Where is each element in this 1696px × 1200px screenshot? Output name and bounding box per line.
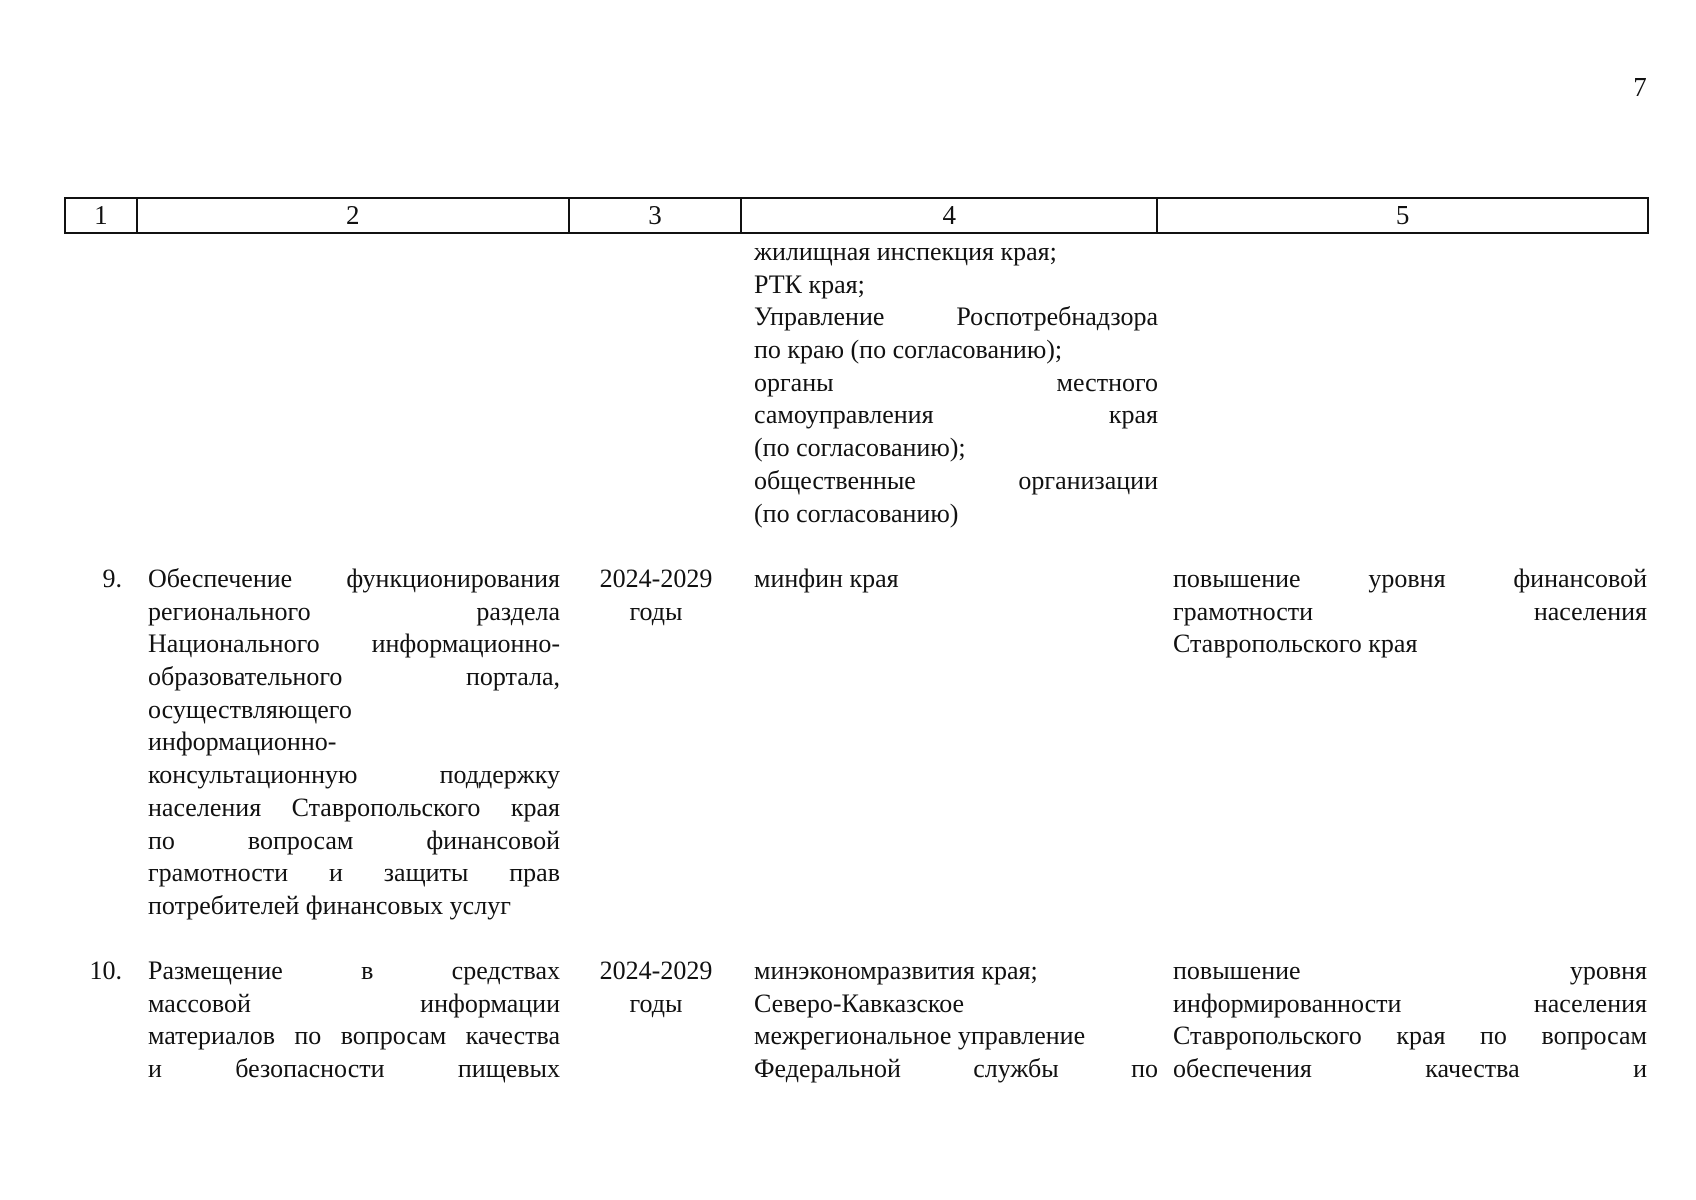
text-line: массовой информации — [148, 988, 560, 1018]
text-line: Ставропольского края по вопросам — [1173, 1021, 1647, 1051]
text-line: Обеспечение функционирования — [148, 564, 560, 593]
header-col-2: 2 — [138, 199, 570, 232]
text-line: годы — [629, 596, 683, 626]
row10-executors — [754, 955, 1158, 1086]
continuation-col4 — [754, 236, 1158, 530]
text-line: потребителей финансовых услуг — [148, 890, 511, 920]
text-line: и безопасности пищевых — [148, 1054, 560, 1084]
text-line: (по согласованию) — [754, 498, 959, 528]
text-line: повышение уровня — [1173, 956, 1647, 985]
row-number: 10. — [89, 956, 122, 985]
row10-result — [1173, 955, 1647, 1086]
row9-number — [70, 563, 122, 596]
text-line: 2024-2029 — [599, 564, 713, 593]
row10-number — [70, 955, 122, 988]
row9-executors — [754, 563, 1158, 596]
text-line: грамотности и защиты прав — [148, 858, 560, 888]
text-line: межрегиональное управление — [754, 1021, 1086, 1051]
text-line: минэкономразвития края; — [754, 956, 1038, 985]
text-line: 2024-2029 — [599, 956, 713, 985]
row10-period — [590, 955, 722, 1020]
row9-result — [1173, 563, 1647, 661]
text-line: регионального раздела — [148, 596, 560, 626]
header-col-4: 4 — [742, 199, 1158, 232]
text-line: общественные организации — [754, 465, 1158, 495]
text-line: (по согласованию); — [754, 433, 966, 463]
text-line: осуществляющего — [148, 694, 352, 724]
text-line: по вопросам финансовой — [148, 825, 560, 855]
text-line: повышение уровня финансовой — [1173, 564, 1647, 593]
text-line: РТК края; — [754, 269, 865, 299]
text-line: Национального информационно- — [148, 629, 560, 659]
text-line: самоуправления края — [754, 400, 1158, 430]
header-col-5: 5 — [1395, 200, 1410, 230]
text-line: консультационную поддержку — [148, 760, 560, 790]
text-line: населения Ставропольского края — [148, 792, 560, 822]
row9-event — [148, 563, 560, 923]
text-line: материалов по вопросам качества — [148, 1021, 560, 1051]
text-line: органы местного — [754, 367, 1158, 397]
text-line: годы — [629, 988, 683, 1018]
text-line: грамотности населения — [1173, 596, 1647, 626]
text-line: минфин края — [754, 564, 899, 593]
page-number: 7 — [1633, 72, 1647, 102]
text-line: по краю (по согласованию); — [754, 335, 1063, 365]
table-header-row — [64, 197, 1649, 234]
text-line: Управление Роспотребнадзора — [754, 302, 1158, 332]
text-line: Федеральной службы по — [754, 1054, 1158, 1084]
row10-event — [148, 955, 560, 1086]
header-col-1: 1 — [66, 199, 138, 232]
text-line: образовательного портала, — [148, 662, 560, 692]
header-col-3: 3 — [570, 199, 743, 232]
text-line: обеспечения качества и — [1173, 1054, 1647, 1084]
text-line: Северо-Кавказское — [754, 988, 965, 1018]
text-line: Размещение в средствах — [148, 956, 560, 985]
text-line: жилищная инспекция края; — [754, 237, 1057, 266]
row-number: 9. — [102, 564, 122, 593]
text-line: информированности населения — [1173, 988, 1647, 1018]
text-line: информационно- — [148, 727, 337, 757]
text-line: Ставропольского края — [1173, 629, 1418, 659]
row9-period — [590, 563, 722, 628]
